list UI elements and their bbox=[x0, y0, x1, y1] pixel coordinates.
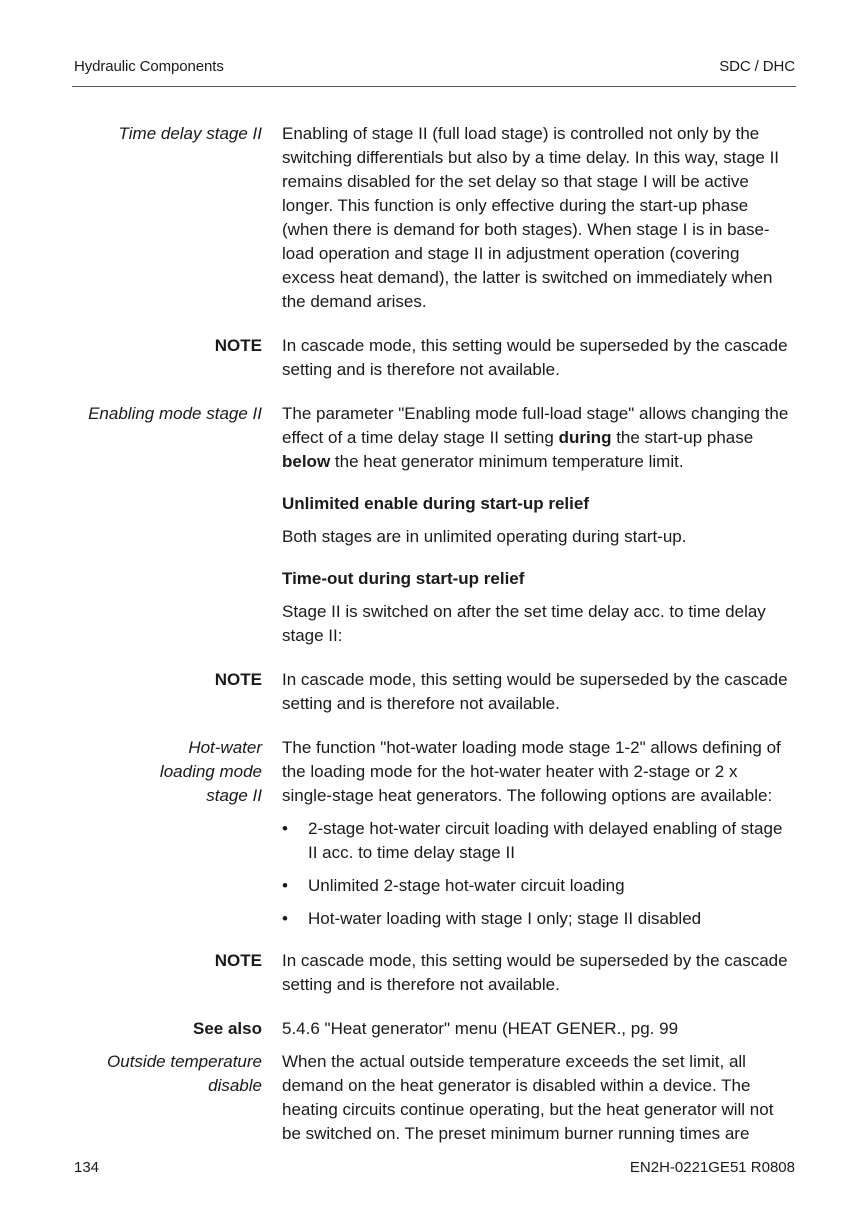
option-title-unlimited: Unlimited enable during start-up relief bbox=[282, 494, 589, 513]
header-section-title: Hydraulic Components bbox=[74, 58, 224, 75]
section-enabling-mode-stage-2 bbox=[0, 402, 868, 648]
paragraph-text: Enabling of stage II (full load stage) is controlled not only by the switching differentials but also by a time delay. In this way, stage II remains disabled for the set delay so that stage I will be active longer. This function is only effective during the start-up phase (when there is demand for both stages). When stage I is in base-load operation and stage II in adjustment operation (covering excess heat demand), the latter is switched on immediately when the demand arises. bbox=[282, 124, 780, 311]
document-code: EN2H-0221GE51 R0808 bbox=[629, 1159, 795, 1176]
bold-below: below bbox=[282, 452, 331, 471]
note-text: In cascade mode, this setting would be superseded by the cascade setting and is therefore not available. bbox=[282, 951, 788, 994]
note-label: NOTE bbox=[214, 336, 262, 355]
header-divider bbox=[72, 86, 796, 87]
bullet-icon: • bbox=[282, 876, 288, 895]
margin-label-enabling-mode: Enabling mode stage II bbox=[88, 404, 262, 423]
see-also-reference: 5.4.6 "Heat generator" menu (HEAT GENER., pg. 99 bbox=[282, 1019, 679, 1038]
see-also-label: See also bbox=[193, 1019, 262, 1038]
page-number: 134 bbox=[74, 1159, 100, 1176]
note-text: In cascade mode, this setting would be superseded by the cascade setting and is therefore not available. bbox=[282, 670, 788, 713]
note-label: NOTE bbox=[214, 670, 262, 689]
note-1 bbox=[0, 334, 868, 382]
note-3 bbox=[0, 949, 868, 997]
margin-label-time-delay: Time delay stage II bbox=[118, 124, 262, 143]
margin-label-outside-temp: Outside temperature disable bbox=[107, 1052, 262, 1095]
page-header bbox=[74, 58, 795, 75]
margin-label-hot-water: Hot-water loading mode stage II bbox=[159, 738, 262, 805]
note-label: NOTE bbox=[214, 951, 262, 970]
list-item: • Hot-water loading with stage I only; stage II disabled bbox=[282, 907, 792, 931]
bullet-icon: • bbox=[282, 909, 288, 928]
option-title-timeout: Time-out during start-up relief bbox=[282, 569, 525, 588]
note-text: In cascade mode, this setting would be superseded by the cascade setting and is therefore not available. bbox=[282, 336, 788, 379]
section-outside-temperature-disable bbox=[0, 1050, 868, 1146]
list-item: • 2-stage hot-water circuit loading with delayed enabling of stage II acc. to time delay stage II bbox=[282, 819, 783, 862]
paragraph-time-delay bbox=[282, 122, 792, 314]
page-content bbox=[0, 122, 868, 1146]
note-2 bbox=[0, 668, 868, 716]
list-item: • Unlimited 2-stage hot-water circuit loading bbox=[282, 874, 792, 898]
options-list bbox=[282, 817, 792, 931]
paragraph-enabling-mode: The parameter "Enabling mode full-load stage" allows changing the effect of a time delay stage II setting during the start-up phase below the heat generator minimum temperature limit. bbox=[282, 404, 789, 471]
option-text-unlimited: Both stages are in unlimited operating during start-up. bbox=[282, 527, 687, 546]
bold-during: during bbox=[558, 428, 612, 447]
header-product: SDC / DHC bbox=[719, 58, 795, 75]
option-text-timeout: Stage II is switched on after the set time delay acc. to time delay stage II: bbox=[282, 602, 766, 645]
paragraph-hot-water: The function "hot-water loading mode stage 1-2" allows defining of the loading mode for the hot-water heater with 2-stage or 2 x single-stage heat generators. The following options are available: bbox=[282, 738, 781, 805]
see-also bbox=[0, 1017, 868, 1041]
section-time-delay-stage-2 bbox=[0, 122, 868, 314]
section-hot-water-loading-mode bbox=[0, 736, 868, 940]
paragraph-outside-temp: When the actual outside temperature exceeds the set limit, all demand on the heat generator is disabled within a device. The heating circuits continue operating, but the heat generator will not be switched on. The preset minimum burner running times are bbox=[282, 1052, 774, 1143]
page-footer bbox=[74, 1159, 795, 1176]
bullet-icon: • bbox=[282, 819, 288, 838]
